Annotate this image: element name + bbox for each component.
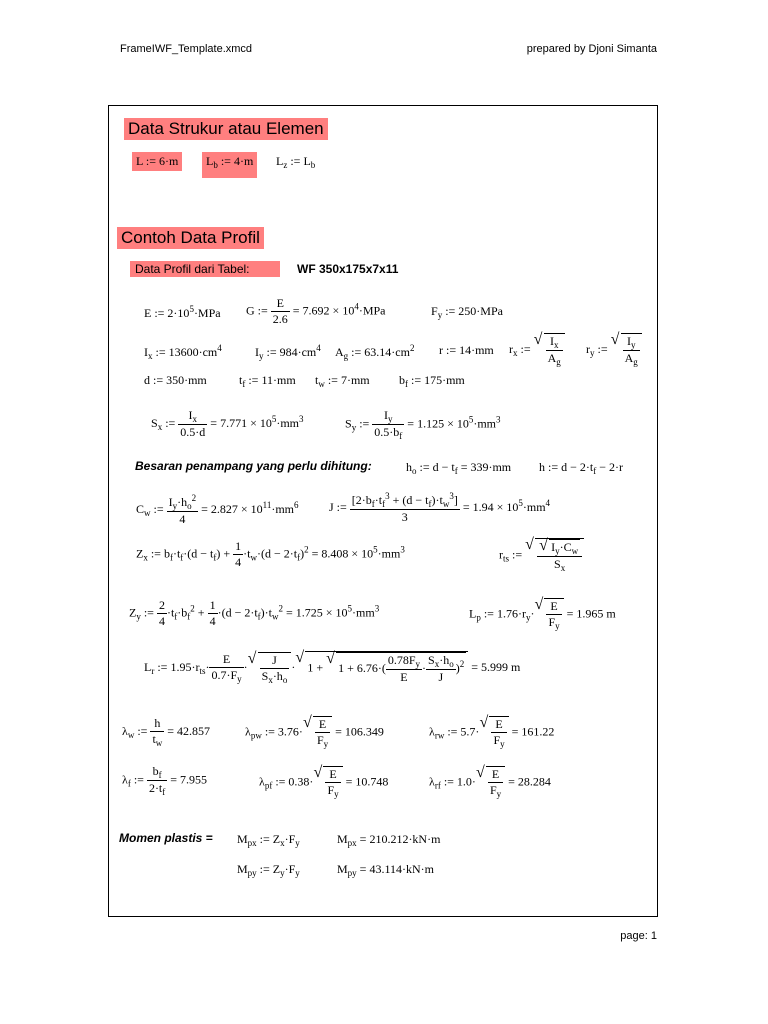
expr-lambda-w: $\lambda_w$ := $\frac{h}{t_w}$ = 42.857 xyxy=(122,716,211,748)
expr-Mpx: $M_{px}$ := $Z_x\cdot F_y$ xyxy=(237,832,300,848)
J-value: = 1.94 × 10 xyxy=(462,499,519,514)
page-number: page: 1 xyxy=(620,930,657,942)
expr-E: E := $2\cdot 10^5\cdot MPa$ xyxy=(144,304,221,320)
lpf-value: = 10.748 xyxy=(345,774,389,789)
table-label: Data Profil dari Tabel: xyxy=(130,261,280,277)
label-momen: Momen plastis = xyxy=(119,831,213,845)
Lp-value: = 1.965 m xyxy=(566,606,616,621)
worksheet-frame xyxy=(108,105,658,917)
expr-Zy: $Z_y$ := $\frac{2}{4}$ $\cdot t_f\cdot b_f^2$ + $\frac{1}{4}$ $\cdot(d - 2\cdot t_f)\cdot t_w^2 = 1.725 \times 10^5\cdot mm^3$ xyxy=(129,598,380,628)
expr-Lr: $L_r$ := $1.95\cdot r_{ts}\cdot$ $\frac{E}{0.7\cdot F_y}$ · √ $\frac{J}{S_x\cdot h_o}$ ·√ 1 + √ 1 + 6.76·( $\frac{0.78F_y}{E}$ · $\frac{S_x\cdot h_o}{J}$ )$^2$ = 5.999 m xyxy=(144,651,520,685)
expr-Iy: $I_y$ := $984\cdot cm^4$ xyxy=(255,343,321,361)
label-besaran: Besaran penampang yang perlu dihitung: xyxy=(135,459,372,473)
expr-ho: $h_o$ := $d - t_f = 339\cdot mm$ xyxy=(406,460,512,476)
Cw-value: = 2.827 × 10 xyxy=(201,501,263,516)
ho-value: = 339·mm xyxy=(460,460,512,474)
expr-J: J := $\frac{[2\cdot b_f\cdot t_f^3 + (d - t_f)\cdot t_w^3]}{3}$ = $1.94 \times 10^5\cdot mm^4$ xyxy=(329,491,551,524)
section-title-profil: Contoh Data Profil xyxy=(117,227,264,249)
expr-tf: $t_f$ := 11·mm xyxy=(239,373,296,389)
expr-lambda-pf: $\lambda_{pf}$ := 0.38· √ $\frac{E}{F_y}$ = 10.748 xyxy=(259,766,388,799)
result-Mpx: $M_{px} = 210.212\cdot kN\cdot m$ xyxy=(337,832,441,848)
expr-Ag: $A_g$ := $63.14\cdot cm^2$ xyxy=(335,343,415,361)
Sx-value: = 7.771 × 10 xyxy=(210,415,272,430)
G-value: = 7.692 × 10 xyxy=(292,303,355,318)
section-title-strukur: Data Strukur atau Elemen xyxy=(124,118,328,140)
expr-lambda-rf: $\lambda_{rf}$ := 1.0· √ $\frac{E}{F_y}$ = 28.284 xyxy=(429,766,551,799)
Mpx-value: = 210.212·kN·m xyxy=(359,832,441,846)
lrw-value: = 161.22 xyxy=(511,724,555,739)
Mpy-value: = 43.114·kN·m xyxy=(359,862,434,876)
expr-L: L := 6·m xyxy=(132,152,182,171)
Zy-value: = 1.725 × 10 xyxy=(286,605,348,620)
expr-h: h := $d - 2\cdot t_f - 2\cdot r$ xyxy=(539,460,623,476)
expr-Sy: $S_y$ := $\frac{I_y}{0.5\cdot b_f}$ = $1.125 \times 10^5\cdot mm^3$ xyxy=(345,408,501,441)
expr-rts: $r_{ts}$ := √ √ $\frac{I_y\cdot C_w}{S_x}$ xyxy=(499,538,584,573)
expr-Sx: $S_x$ := $\frac{I_x}{0.5\cdot d}$ = $7.771 \times 10^5\cdot mm^3$ xyxy=(151,408,304,439)
expr-tw: $t_w$ := 7·mm xyxy=(315,373,370,389)
expr-rx: $r_x$ := √ $\frac{I_x}{A_g}$ xyxy=(509,333,565,367)
lf-value: = 7.955 xyxy=(170,772,208,787)
lpw-value: = 106.349 xyxy=(335,724,384,739)
expr-lambda-rw: $\lambda_{rw}$ := 5.7· √ $\frac{E}{F_y}$ = 161.22 xyxy=(429,716,554,749)
expr-Lp: $L_p$ := $1.76\cdot r_y\cdot$ √ $\frac{E}{F_y}$ = 1.965 m xyxy=(469,598,616,631)
expr-Zx: $Z_x$ := $b_f\cdot t_f\cdot(d - t_f)$ + $\frac{1}{4}$ $\cdot t_w\cdot(d - 2\cdot t_f)^2 = 8.408 \times 10^5\cdot mm^3$ xyxy=(136,539,405,569)
Lr-value: = 5.999 m xyxy=(471,659,521,674)
expr-r: r := 14·mm xyxy=(439,343,494,357)
expr-Ix: $I_x$ := $13600\cdot cm^4$ xyxy=(144,343,222,361)
profile-name: WF 350x175x7x11 xyxy=(297,262,399,276)
expr-G: G := $\frac{E}{2.6}$ = $7.692 \times 10^4\cdot MPa$ xyxy=(246,296,386,326)
lw-value: = 42.857 xyxy=(167,723,211,738)
expr-bf: $b_f$ := 175·mm xyxy=(399,373,465,389)
header-author: prepared by Djoni Simanta xyxy=(526,43,657,55)
expr-Mpy: $M_{py}$ := $Z_y\cdot F_y$ xyxy=(237,862,300,878)
expr-Lz: $L_z$ := $L_b$ xyxy=(276,154,316,170)
Sy-value: = 1.125 × 10 xyxy=(407,416,469,431)
Zx-value: = 8.408 × 10 xyxy=(311,546,374,561)
expr-ry: $r_y$ := √ $\frac{I_y}{A_g}$ xyxy=(586,333,642,367)
expr-Cw: $C_w$ := $\frac{I_y\cdot h_o^2}{4}$ = $2.827 \times 10^{11}\cdot mm^6$ xyxy=(136,493,299,526)
expr-lambda-pw: $\lambda_{pw}$ := 3.76· √ $\frac{E}{F_y}$ = 106.349 xyxy=(245,716,384,749)
expr-lambda-f: $\lambda_f$ := $\frac{b_f}{2\cdot t_f}$ = 7.955 xyxy=(122,764,208,797)
expr-Fy: $F_y$ := 250·MPa xyxy=(431,304,503,320)
result-Mpy: $M_{py} = 43.114\cdot kN\cdot m$ xyxy=(337,862,434,878)
expr-d: d := 350·mm xyxy=(144,373,207,387)
header-filename: FrameIWF_Template.xmcd xyxy=(120,43,253,55)
expr-Lb: $L_b$ := 4·m xyxy=(202,152,257,178)
lrf-value: = 28.284 xyxy=(508,774,551,789)
